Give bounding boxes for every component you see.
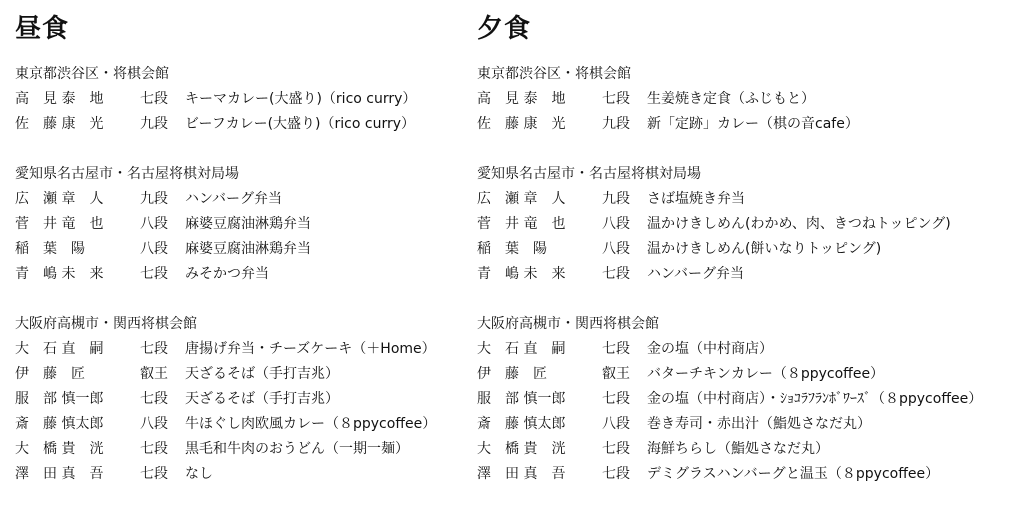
- lunch-heading: 昼食: [15, 14, 70, 44]
- meal-text: 麻婆豆腐油淋鶏弁当: [185, 216, 311, 232]
- player-rank: 七段: [602, 266, 630, 282]
- list-item: [15, 212, 470, 237]
- list-item: [477, 212, 1022, 237]
- player-name: 斎 藤 慎太郎: [15, 416, 104, 432]
- player-rank: 七段: [602, 341, 630, 357]
- list-item: [15, 262, 470, 287]
- list-item: [15, 87, 470, 112]
- meal-text: ハンバーグ弁当: [647, 266, 745, 282]
- player-name: 大 石 直 嗣: [15, 341, 104, 357]
- meal-text: 牛ほぐし肉欧風カレー（８ppycoffee）: [185, 416, 437, 432]
- player-name: 稲 葉 陽: [15, 241, 85, 257]
- lunch-section-tokyo: [15, 62, 470, 137]
- player-rank: 七段: [140, 391, 168, 407]
- list-item: [15, 112, 470, 137]
- meal-text: 天ざるそば（手打吉兆）: [185, 366, 339, 382]
- player-rank: 七段: [602, 91, 630, 107]
- player-rank: 七段: [140, 266, 168, 282]
- player-name: 服 部 慎一郎: [15, 391, 104, 407]
- list-item: [477, 337, 1022, 362]
- list-item: [15, 462, 470, 487]
- player-rank: 九段: [602, 191, 630, 207]
- list-item: [477, 237, 1022, 262]
- list-item: [15, 387, 470, 412]
- dinner-section-osaka: [477, 312, 1022, 487]
- player-rank: 八段: [140, 416, 168, 432]
- list-item: [15, 337, 470, 362]
- list-item: [477, 387, 1022, 412]
- list-item: [477, 437, 1022, 462]
- meal-text: 温かけきしめん(わかめ、肉、きつねトッピング): [647, 216, 951, 232]
- player-rank: 八段: [140, 241, 168, 257]
- player-rank: 九段: [602, 116, 630, 132]
- player-rank: 八段: [602, 416, 630, 432]
- player-rank: 叡王: [140, 366, 168, 382]
- meal-text: 金の塩（中村商店）: [647, 341, 773, 357]
- dinner-column: [477, 12, 1022, 512]
- player-name: 菅 井 竜 也: [477, 216, 566, 232]
- list-item: [15, 412, 470, 437]
- meal-text: 海鮮ちらし（鮨処さなだ丸）: [647, 441, 829, 457]
- player-name: 高 見 泰 地: [15, 91, 104, 107]
- venue-label: 東京都渋谷区・将棋会館: [477, 66, 631, 82]
- player-name: 伊 藤 匠: [477, 366, 547, 382]
- venue-label: 愛知県名古屋市・名古屋将棋対局場: [15, 166, 239, 182]
- player-name: 斎 藤 慎太郎: [477, 416, 566, 432]
- lunch-column: [15, 12, 470, 512]
- venue-label: 大阪府高槻市・関西将棋会館: [477, 316, 659, 332]
- dinner-heading: 夕食: [477, 14, 532, 44]
- player-rank: 八段: [602, 216, 630, 232]
- meal-text: みそかつ弁当: [185, 266, 269, 282]
- player-rank: 七段: [140, 441, 168, 457]
- list-item: [15, 237, 470, 262]
- player-rank: 叡王: [602, 366, 630, 382]
- venue-label: 東京都渋谷区・将棋会館: [15, 66, 169, 82]
- meal-text: キーマカレー(大盛り)（rico curry）: [185, 91, 417, 107]
- player-rank: 九段: [140, 191, 168, 207]
- meal-text: 金の塩（中村商店）・ｼｮｺﾗﾌﾗﾝﾎﾞﾜｰｽﾞ（８ppycoffee）: [647, 391, 983, 407]
- list-item: [15, 437, 470, 462]
- player-name: 高 見 泰 地: [477, 91, 566, 107]
- lunch-section-nagoya: [15, 162, 470, 287]
- dinner-section-nagoya: [477, 162, 1022, 287]
- player-rank: 七段: [602, 441, 630, 457]
- player-name: 澤 田 真 吾: [15, 466, 104, 482]
- meal-text: ビーフカレー(大盛り)（rico curry）: [185, 116, 416, 132]
- player-name: 菅 井 竜 也: [15, 216, 104, 232]
- player-rank: 七段: [140, 466, 168, 482]
- player-rank: 七段: [140, 341, 168, 357]
- player-name: 大 石 直 嗣: [477, 341, 566, 357]
- player-name: 佐 藤 康 光: [15, 116, 104, 132]
- dinner-section-tokyo: [477, 62, 1022, 137]
- list-item: [477, 112, 1022, 137]
- meal-text: なし: [185, 466, 213, 482]
- player-name: 伊 藤 匠: [15, 366, 85, 382]
- player-name: 佐 藤 康 光: [477, 116, 566, 132]
- player-name: 稲 葉 陽: [477, 241, 547, 257]
- player-rank: 七段: [602, 466, 630, 482]
- player-name: 大 橋 貴 洸: [477, 441, 566, 457]
- list-item: [477, 262, 1022, 287]
- player-rank: 八段: [140, 216, 168, 232]
- list-item: [477, 462, 1022, 487]
- list-item: [477, 412, 1022, 437]
- meal-text: 新「定跡」カレー（棋の音cafe）: [647, 116, 859, 132]
- list-item: [477, 187, 1022, 212]
- meal-text: デミグラスハンバーグと温玉（８ppycoffee）: [647, 466, 940, 482]
- list-item: [477, 87, 1022, 112]
- meal-text: ハンバーグ弁当: [185, 191, 283, 207]
- meal-text: 麻婆豆腐油淋鶏弁当: [185, 241, 311, 257]
- player-rank: 七段: [602, 391, 630, 407]
- list-item: [477, 362, 1022, 387]
- player-name: 青 嶋 未 来: [477, 266, 566, 282]
- meal-text: さば塩焼き弁当: [647, 191, 745, 207]
- meal-text: 巻き寿司・赤出汁（鮨処さなだ丸）: [647, 416, 871, 432]
- venue-label: 愛知県名古屋市・名古屋将棋対局場: [477, 166, 701, 182]
- player-name: 大 橋 貴 洸: [15, 441, 104, 457]
- player-name: 広 瀬 章 人: [15, 191, 104, 207]
- list-item: [15, 362, 470, 387]
- player-name: 澤 田 真 吾: [477, 466, 566, 482]
- venue-label: 大阪府高槻市・関西将棋会館: [15, 316, 197, 332]
- meal-text: 温かけきしめん(餅いなりトッピング): [647, 241, 882, 257]
- meal-text: 唐揚げ弁当・チーズケーキ（＋Home）: [185, 341, 436, 357]
- player-name: 青 嶋 未 来: [15, 266, 104, 282]
- player-rank: 八段: [602, 241, 630, 257]
- player-rank: 九段: [140, 116, 168, 132]
- player-name: 広 瀬 章 人: [477, 191, 566, 207]
- player-rank: 七段: [140, 91, 168, 107]
- list-item: [15, 187, 470, 212]
- meal-text: 生姜焼き定食（ふじもと）: [647, 91, 815, 107]
- meal-text: 黒毛和牛肉のおうどん（一期一麺）: [185, 441, 409, 457]
- player-name: 服 部 慎一郎: [477, 391, 566, 407]
- meal-text: バターチキンカレー（８ppycoffee）: [647, 366, 885, 382]
- lunch-section-osaka: [15, 312, 470, 487]
- meal-text: 天ざるそば（手打吉兆）: [185, 391, 339, 407]
